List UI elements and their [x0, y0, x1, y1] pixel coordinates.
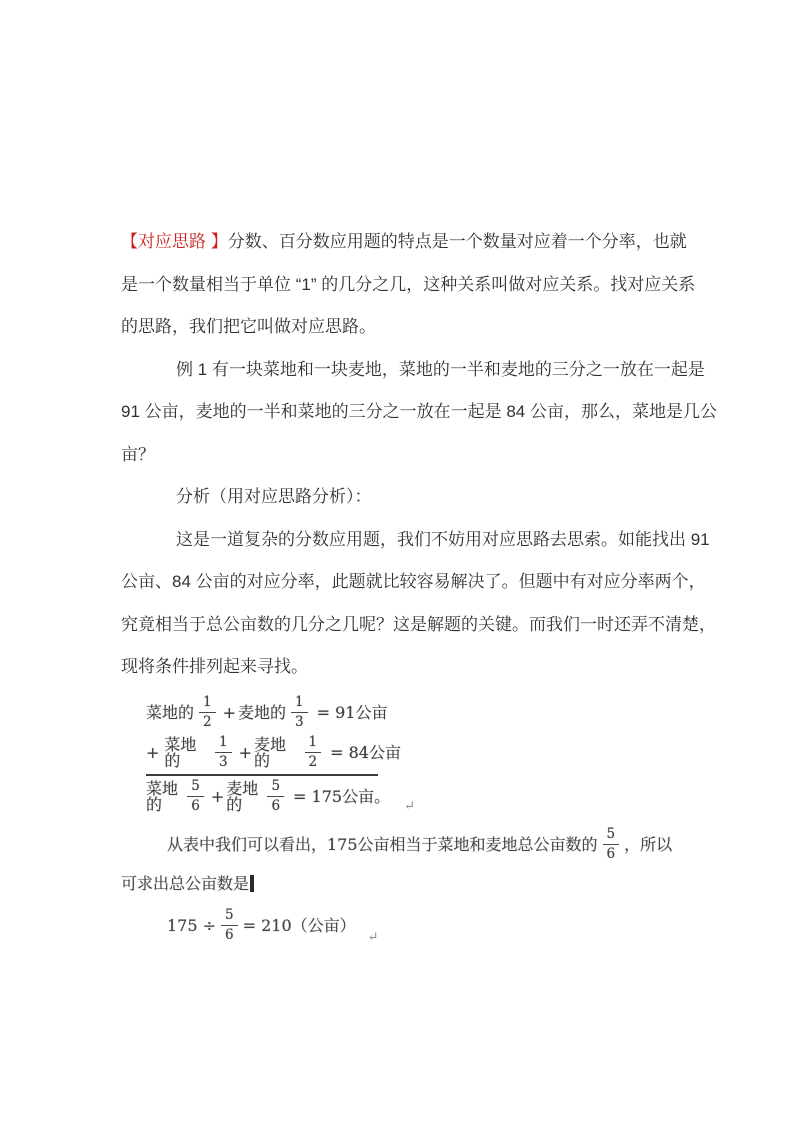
fraction-numerator: 5	[221, 909, 238, 926]
fraction-numerator: 1	[291, 696, 308, 713]
equation-sum-block	[146, 693, 415, 817]
fraction-denominator: 2	[308, 753, 318, 770]
row1-term1: 菜地的	[146, 702, 195, 722]
conclusion-line-2	[121, 867, 681, 901]
fraction-numerator: 1	[305, 736, 322, 753]
fraction	[305, 736, 322, 769]
fraction	[199, 696, 216, 729]
fraction	[221, 909, 238, 942]
intro-text: 分数、百分数应用题的特点是一个数量对应着一个分率，也就	[227, 232, 687, 251]
intro-line-2: 是一个数量相当于单位 “1” 的几分之几，这种关系叫做对应关系。找对应关系	[121, 274, 696, 294]
fraction-numerator: 5	[267, 780, 284, 797]
example-line-2: 91 公亩，麦地的一半和菜地的三分之一放在一起是 84 公亩，那么，菜地是几公	[121, 402, 717, 421]
row2-term2: 麦地的	[253, 734, 286, 770]
example-line-3: 亩？	[121, 444, 155, 464]
analysis-line-1: 这是一道复杂的分数应用题，我们不妨用对应思路去思索。如能找出 91	[176, 529, 710, 549]
fraction-numerator: 1	[215, 736, 232, 753]
text-cursor-mark	[250, 875, 254, 892]
analysis-line-3: 究竟相当于总公亩数的几分之几呢？这是解题的关键。而我们一时还弄不清楚，	[121, 614, 716, 634]
equation-row-1	[146, 693, 401, 733]
conclusion-paragraph	[121, 823, 681, 949]
solution-lhs: 175 ÷	[167, 915, 217, 935]
example-line-1: 例 1 有一块菜地和一块麦地，菜地的一半和麦地的三分之一放在一起是	[176, 359, 705, 379]
return-mark-icon: ↵	[367, 930, 379, 945]
sum-rule-line	[146, 774, 378, 776]
conclusion-line-1	[121, 823, 681, 867]
fraction-denominator: 6	[606, 845, 616, 862]
fraction	[267, 780, 284, 813]
equation-row-3	[146, 777, 415, 817]
row1-term2: 麦地的	[238, 702, 287, 722]
fraction-denominator: 6	[271, 797, 281, 814]
fraction-denominator: 6	[191, 797, 200, 814]
row2-result: = 84公亩	[330, 742, 401, 762]
row3-result: = 175公亩。	[293, 786, 391, 806]
fraction-denominator: 3	[295, 713, 304, 730]
fraction	[603, 828, 620, 861]
row3-term2: 麦地的	[226, 778, 259, 814]
fraction-denominator: 6	[225, 926, 234, 943]
plus-operator: +	[238, 742, 252, 762]
fraction	[291, 696, 308, 729]
fraction-denominator: 2	[203, 713, 212, 730]
conclusion-text-line2: 可求出总公亩数是	[121, 873, 250, 893]
row2-term1: 菜地的	[164, 734, 197, 770]
equation-row-2	[146, 733, 401, 773]
fraction-numerator: 5	[187, 780, 204, 797]
row2-prefix: +	[146, 742, 160, 762]
topic-tag: 【对应思路 】	[121, 232, 228, 251]
intro-line-1	[121, 221, 687, 264]
row1-result: = 91公亩	[316, 702, 388, 722]
conclusion-text-after: ，所以	[624, 834, 673, 854]
analysis-line-2: 公亩、84 公亩的对应分率，此题就比较容易解决了。但题中有对应分率两个，	[121, 572, 706, 591]
fraction	[215, 736, 232, 769]
row3-term1: 菜地的	[146, 778, 179, 814]
fraction-numerator: 5	[603, 828, 620, 845]
solution-formula	[121, 903, 681, 949]
intro-line-3: 的思路，我们把它叫做对应思路。	[121, 317, 376, 336]
fraction	[187, 780, 204, 813]
plus-operator: +	[222, 702, 237, 722]
plus-operator: +	[210, 786, 225, 806]
conclusion-text-before: 从表中我们可以看出，175公亩相当于菜地和麦地总公亩数的	[167, 834, 598, 854]
return-mark-icon: ↵	[404, 799, 415, 814]
fraction-numerator: 1	[199, 696, 216, 713]
solution-rhs: = 210（公亩）	[242, 915, 356, 935]
fraction-denominator: 3	[218, 753, 228, 770]
analysis-line-4: 现将条件排列起来寻找。	[121, 657, 308, 676]
analysis-heading: 分析（用对应思路分析）：	[176, 487, 372, 506]
